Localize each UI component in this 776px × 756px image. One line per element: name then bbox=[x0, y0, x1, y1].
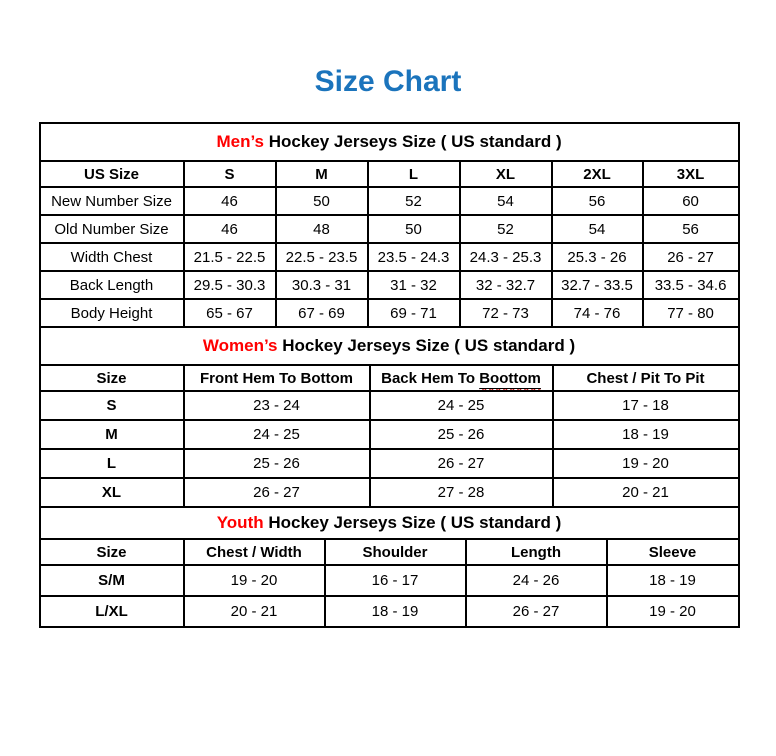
column-header: M bbox=[276, 161, 368, 187]
row-label: XL bbox=[40, 478, 184, 507]
table-cell: 26 - 27 bbox=[370, 449, 553, 478]
table-cell: 19 - 20 bbox=[553, 449, 739, 478]
table-cell: 27 - 28 bbox=[370, 478, 553, 507]
column-header: S bbox=[184, 161, 276, 187]
table-row bbox=[40, 596, 739, 627]
youth-section-header bbox=[40, 507, 739, 539]
column-header: L bbox=[368, 161, 460, 187]
table-cell: 21.5 - 22.5 bbox=[184, 243, 276, 271]
table-cell: 31 - 32 bbox=[368, 271, 460, 299]
table-cell: 50 bbox=[368, 215, 460, 243]
table-cell: 26 - 27 bbox=[184, 478, 370, 507]
table-row bbox=[40, 391, 739, 420]
table-cell: 18 - 19 bbox=[325, 596, 466, 627]
column-header: 2XL bbox=[552, 161, 643, 187]
column-header bbox=[370, 365, 553, 391]
column-header: XL bbox=[460, 161, 552, 187]
table-cell: 67 - 69 bbox=[276, 299, 368, 327]
youth-header-row bbox=[40, 539, 739, 565]
table-cell: 52 bbox=[368, 187, 460, 215]
womens-section-row bbox=[40, 327, 739, 365]
row-label: Back Length bbox=[40, 271, 184, 299]
table-cell: 25 - 26 bbox=[370, 420, 553, 449]
table-row bbox=[40, 243, 739, 271]
table-cell: 17 - 18 bbox=[553, 391, 739, 420]
column-header: Chest / Pit To Pit bbox=[553, 365, 739, 391]
mens-header-row bbox=[40, 161, 739, 187]
row-label: Old Number Size bbox=[40, 215, 184, 243]
womens-header-row bbox=[40, 365, 739, 391]
row-label: S bbox=[40, 391, 184, 420]
page bbox=[0, 64, 776, 628]
table-cell: 25 - 26 bbox=[184, 449, 370, 478]
table-cell: 20 - 21 bbox=[553, 478, 739, 507]
table-cell: 19 - 20 bbox=[184, 565, 325, 596]
table-cell: 32 - 32.7 bbox=[460, 271, 552, 299]
table-cell: 26 - 27 bbox=[643, 243, 739, 271]
column-header: Length bbox=[466, 539, 607, 565]
misspelled-word: Boottom bbox=[479, 369, 541, 387]
table-cell: 74 - 76 bbox=[552, 299, 643, 327]
table-cell: 23 - 24 bbox=[184, 391, 370, 420]
womens-section-header bbox=[40, 327, 739, 365]
table-cell: 60 bbox=[643, 187, 739, 215]
section-title-accent: Women’s bbox=[202, 336, 278, 355]
column-header: 3XL bbox=[643, 161, 739, 187]
table-cell: 77 - 80 bbox=[643, 299, 739, 327]
table-row bbox=[40, 478, 739, 507]
row-label: L/XL bbox=[40, 596, 184, 627]
row-label: Width Chest bbox=[40, 243, 184, 271]
mens-section-header bbox=[40, 123, 739, 161]
column-header-text: Back Hem To bbox=[381, 369, 480, 387]
table-cell: 18 - 19 bbox=[607, 565, 739, 596]
table-cell: 23.5 - 24.3 bbox=[368, 243, 460, 271]
row-label: New Number Size bbox=[40, 187, 184, 215]
column-header: Front Hem To Bottom bbox=[184, 365, 370, 391]
table-row bbox=[40, 565, 739, 596]
womens-size-table bbox=[39, 326, 740, 508]
table-row bbox=[40, 215, 739, 243]
table-cell: 26 - 27 bbox=[466, 596, 607, 627]
mens-section-row bbox=[40, 123, 739, 161]
table-cell: 18 - 19 bbox=[553, 420, 739, 449]
column-header: Size bbox=[40, 539, 184, 565]
table-cell: 16 - 17 bbox=[325, 565, 466, 596]
column-header: US Size bbox=[40, 161, 184, 187]
section-title-text: Hockey Jerseys Size ( US standard ) bbox=[264, 132, 562, 151]
table-cell: 20 - 21 bbox=[184, 596, 325, 627]
table-cell: 48 bbox=[276, 215, 368, 243]
table-cell: 50 bbox=[276, 187, 368, 215]
youth-section-row bbox=[40, 507, 739, 539]
spellcheck-underline bbox=[479, 370, 541, 387]
mens-size-table bbox=[39, 122, 740, 328]
section-title-accent: Youth bbox=[216, 513, 264, 532]
row-label: Body Height bbox=[40, 299, 184, 327]
table-cell: 52 bbox=[460, 215, 552, 243]
row-label: L bbox=[40, 449, 184, 478]
table-cell: 46 bbox=[184, 215, 276, 243]
table-cell: 29.5 - 30.3 bbox=[184, 271, 276, 299]
table-cell: 56 bbox=[552, 187, 643, 215]
table-cell: 24 - 25 bbox=[370, 391, 553, 420]
size-tables bbox=[39, 122, 738, 628]
column-header: Size bbox=[40, 365, 184, 391]
row-label: M bbox=[40, 420, 184, 449]
row-label: S/M bbox=[40, 565, 184, 596]
table-cell: 30.3 - 31 bbox=[276, 271, 368, 299]
table-cell: 72 - 73 bbox=[460, 299, 552, 327]
table-cell: 54 bbox=[552, 215, 643, 243]
page-title: Size Chart bbox=[314, 65, 462, 98]
table-cell: 46 bbox=[184, 187, 276, 215]
section-title-accent: Men’s bbox=[216, 132, 264, 151]
table-row bbox=[40, 420, 739, 449]
column-header: Shoulder bbox=[325, 539, 466, 565]
column-header: Chest / Width bbox=[184, 539, 325, 565]
table-cell: 32.7 - 33.5 bbox=[552, 271, 643, 299]
table-cell: 22.5 - 23.5 bbox=[276, 243, 368, 271]
table-cell: 65 - 67 bbox=[184, 299, 276, 327]
youth-size-table bbox=[39, 506, 740, 628]
table-cell: 25.3 - 26 bbox=[552, 243, 643, 271]
table-cell: 24 - 25 bbox=[184, 420, 370, 449]
table-cell: 24 - 26 bbox=[466, 565, 607, 596]
section-title-text: Hockey Jerseys Size ( US standard ) bbox=[277, 336, 576, 355]
table-cell: 69 - 71 bbox=[368, 299, 460, 327]
table-cell: 19 - 20 bbox=[607, 596, 739, 627]
table-cell: 54 bbox=[460, 187, 552, 215]
table-cell: 33.5 - 34.6 bbox=[643, 271, 739, 299]
table-cell: 56 bbox=[643, 215, 739, 243]
table-row bbox=[40, 187, 739, 215]
section-title-text: Hockey Jerseys Size ( US standard ) bbox=[263, 513, 562, 532]
table-row bbox=[40, 299, 739, 327]
table-cell: 24.3 - 25.3 bbox=[460, 243, 552, 271]
column-header: Sleeve bbox=[607, 539, 739, 565]
table-row bbox=[40, 449, 739, 478]
table-row bbox=[40, 271, 739, 299]
